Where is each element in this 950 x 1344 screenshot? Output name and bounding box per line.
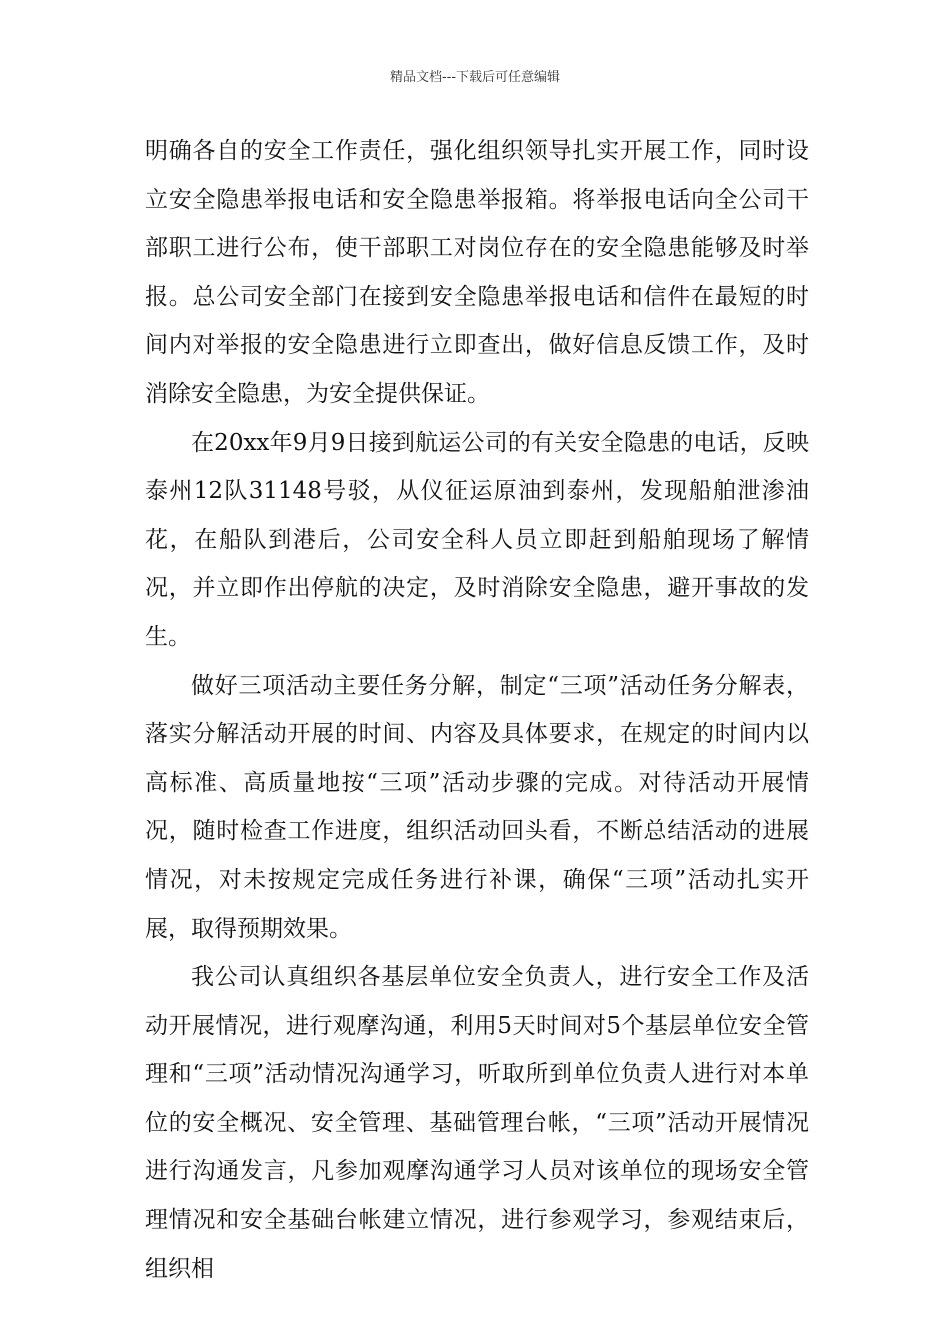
paragraph-incident-report: 在20xx年9月9日接到航运公司的有关安全隐患的电话，反映泰州12队31148号驳，从仪征运原油到泰州，发现船舶泄渗油花，在船队到港后，公司安全科人员立即赶到船舶现场了解情况，并立即作出停航的决定，及时消除安全隐患，避开事故的发生。 xyxy=(145,429,809,650)
paragraph-task-breakdown: 做好三项活动主要任务分解，制定“三项”活动任务分解表，落实分解活动开展的时间、内容及具体要求，在规定的时间内以高标准、高质量地按“三项”活动步骤的完成。对待活动开展情况，随时检查工作进度，组织活动回头看，不断总结活动的进展情况，对未按规定完成任务进行补课，确保“三项”活动扎实开展，取得预期效果。 xyxy=(145,672,809,942)
document-body xyxy=(145,127,809,1293)
paragraph-continuation: 明确各自的安全工作责任，强化组织领导扎实开展工作，同时设立安全隐患举报电话和安全隐患举报箱。将举报电话向全公司干部职工进行公布，使干部职工对岗位存在的安全隐患能够及时举报。总公司安全部门在接到安全隐患举报电话和信件在最短的时间内对举报的安全隐患进行立即查出，做好信息反馈工作，及时消除安全隐患，为安全提供保证。 xyxy=(145,138,809,407)
page-header: 精品文档---下载后可任意编辑 xyxy=(389,70,561,85)
paragraph-observation-exchange: 我公司认真组织各基层单位安全负责人，进行安全工作及活动开展情况，进行观摩沟通，利用5天时间对5个基层单位安全管理和“三项”活动情况沟通学习，听取所到单位负责人进行对本单位的安全概况、安全管理、基础管理台帐，“三项”活动开展情况进行沟通发言，凡参加观摩沟通学习人员对该单位的现场安全管理情况和安全基础台帐建立情况，进行参观学习，参观结束后，组织相 xyxy=(145,964,809,1282)
